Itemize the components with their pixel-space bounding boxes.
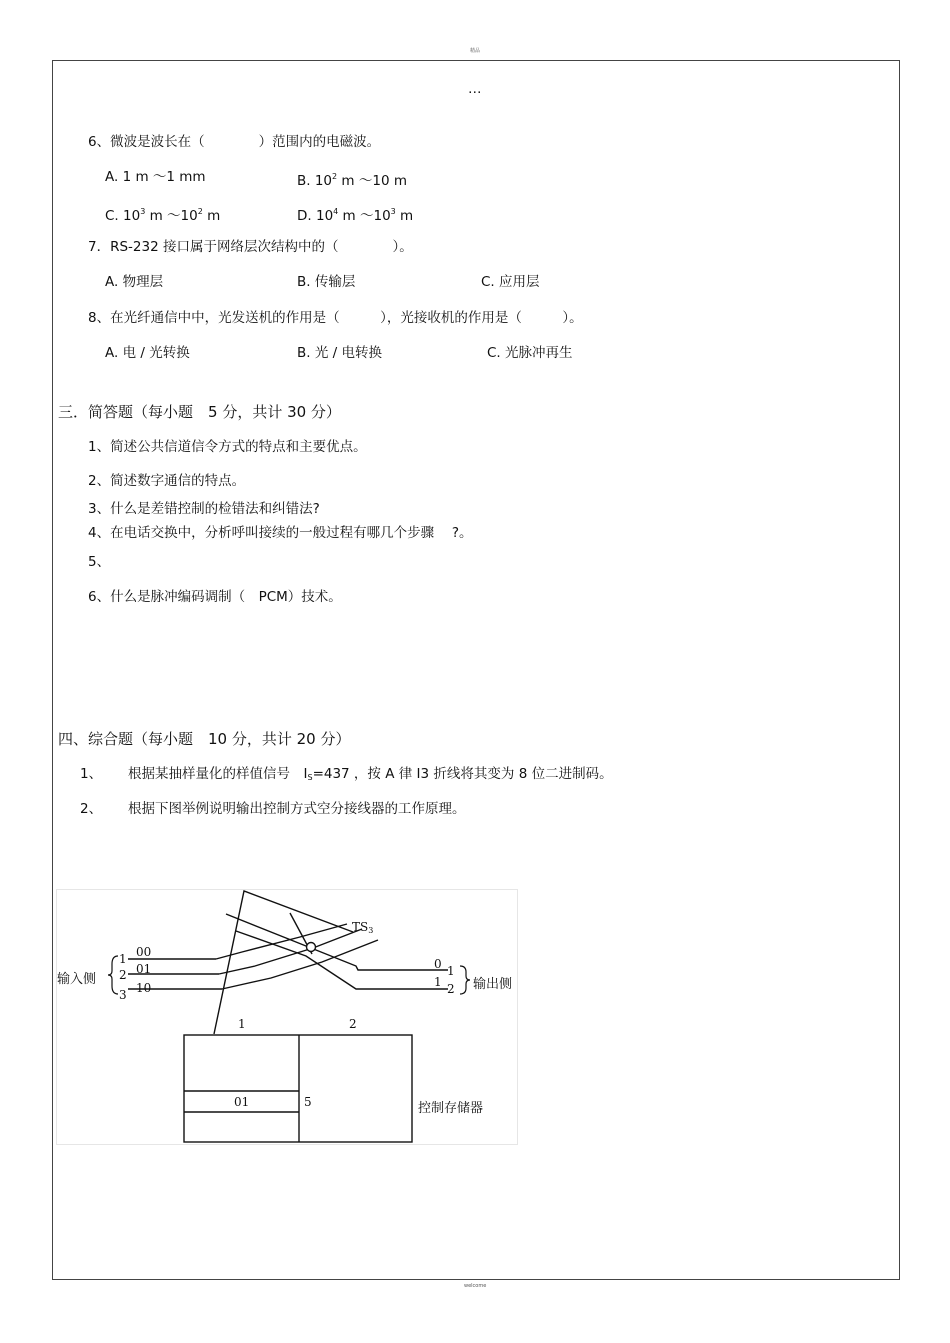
q7-option-c: C. 应用层 xyxy=(481,274,540,290)
section-4-title: 四、综合题（每小题 10 分，共计 20 分） xyxy=(58,730,351,748)
input-side-label: 输入侧 xyxy=(57,972,97,987)
question-8: 8、在光纤通信中中，光发送机的作用是（ ），光接收机的作用是（ ）。 xyxy=(88,310,583,326)
bottom-mark: welcome xyxy=(464,1283,487,1289)
input-num-3: 3 xyxy=(119,988,127,1002)
s3-item-4: 4、在电话交换中，分析呼叫接续的一般过程有哪几个步骤 ?。 xyxy=(88,525,473,541)
s4-item-1: 根据某抽样量化的样值信号 $I_S=437$ ，按 A 律 I3 折线将其变为 8 位二进制码。 xyxy=(128,766,613,782)
q8-option-c: C. 光脉冲再生 xyxy=(487,345,573,361)
question-6: 6、微波是波长在（ ）范围内的电磁波。 xyxy=(88,134,381,150)
input-code-1: 00 xyxy=(136,945,152,959)
top-mark: 精品 xyxy=(470,48,481,54)
output-num-2: 2 xyxy=(447,982,455,996)
input-code-2: 01 xyxy=(136,962,152,976)
question-7: 7．RS-232 接口属于网络层次结构中的（ ）。 xyxy=(88,239,413,255)
q8-option-b: B. 光 / 电转换 xyxy=(297,345,382,361)
output-code-2: 1 xyxy=(434,975,442,989)
memory-cell-index: 5 xyxy=(304,1095,312,1109)
s3-item-3: 3、什么是差错控制的检错法和纠错法? xyxy=(88,501,320,517)
input-code-3: 10 xyxy=(136,981,152,995)
column-label-2: 2 xyxy=(349,1017,357,1031)
input-num-1: 1 xyxy=(119,952,127,966)
ellipsis: … xyxy=(468,81,482,97)
q6-option-c: C. $10^3$ m $\sim 10^2$ m xyxy=(105,207,221,224)
input-num-2: 2 xyxy=(119,968,127,982)
q8-option-a: A. 电 / 光转换 xyxy=(105,345,190,361)
memory-cell-value: 01 xyxy=(234,1095,250,1109)
q7-option-b: B. 传输层 xyxy=(297,274,356,290)
q6-option-d: D. $10^4$ m $\sim 10^3$ m xyxy=(297,207,414,224)
q6-option-b: B. $10^2$ m ～10 m xyxy=(297,172,407,189)
ts-label: $TS_3$ xyxy=(352,920,374,935)
column-label-1: 1 xyxy=(238,1017,246,1031)
q7-option-a: A. 物理层 xyxy=(105,274,164,290)
s3-item-2: 2、简述数字通信的特点。 xyxy=(88,473,246,489)
control-memory-label: 控制存储器 xyxy=(418,1101,484,1116)
s4-item-2: 根据下图举例说明输出控制方式空分接线器的工作原理。 xyxy=(128,801,466,817)
output-num-1: 1 xyxy=(447,964,455,978)
output-code-1: 0 xyxy=(434,957,442,971)
s4-item-2-num: 2、 xyxy=(80,801,103,817)
section-3-title: 三．简答题（每小题 5 分，共计 30 分） xyxy=(58,403,341,421)
q6-option-a: A. 1 m ～1 mm xyxy=(105,169,206,185)
s4-item-1-num: 1、 xyxy=(80,766,103,782)
s3-item-5: 5、 xyxy=(88,554,111,570)
s3-item-1: 1、简述公共信道信令方式的特点和主要优点。 xyxy=(88,439,367,455)
crosspoint-marker xyxy=(307,943,316,952)
output-side-label: 输出侧 xyxy=(473,977,513,992)
s3-item-6: 6、什么是脉冲编码调制（ PCM）技术。 xyxy=(88,589,342,605)
